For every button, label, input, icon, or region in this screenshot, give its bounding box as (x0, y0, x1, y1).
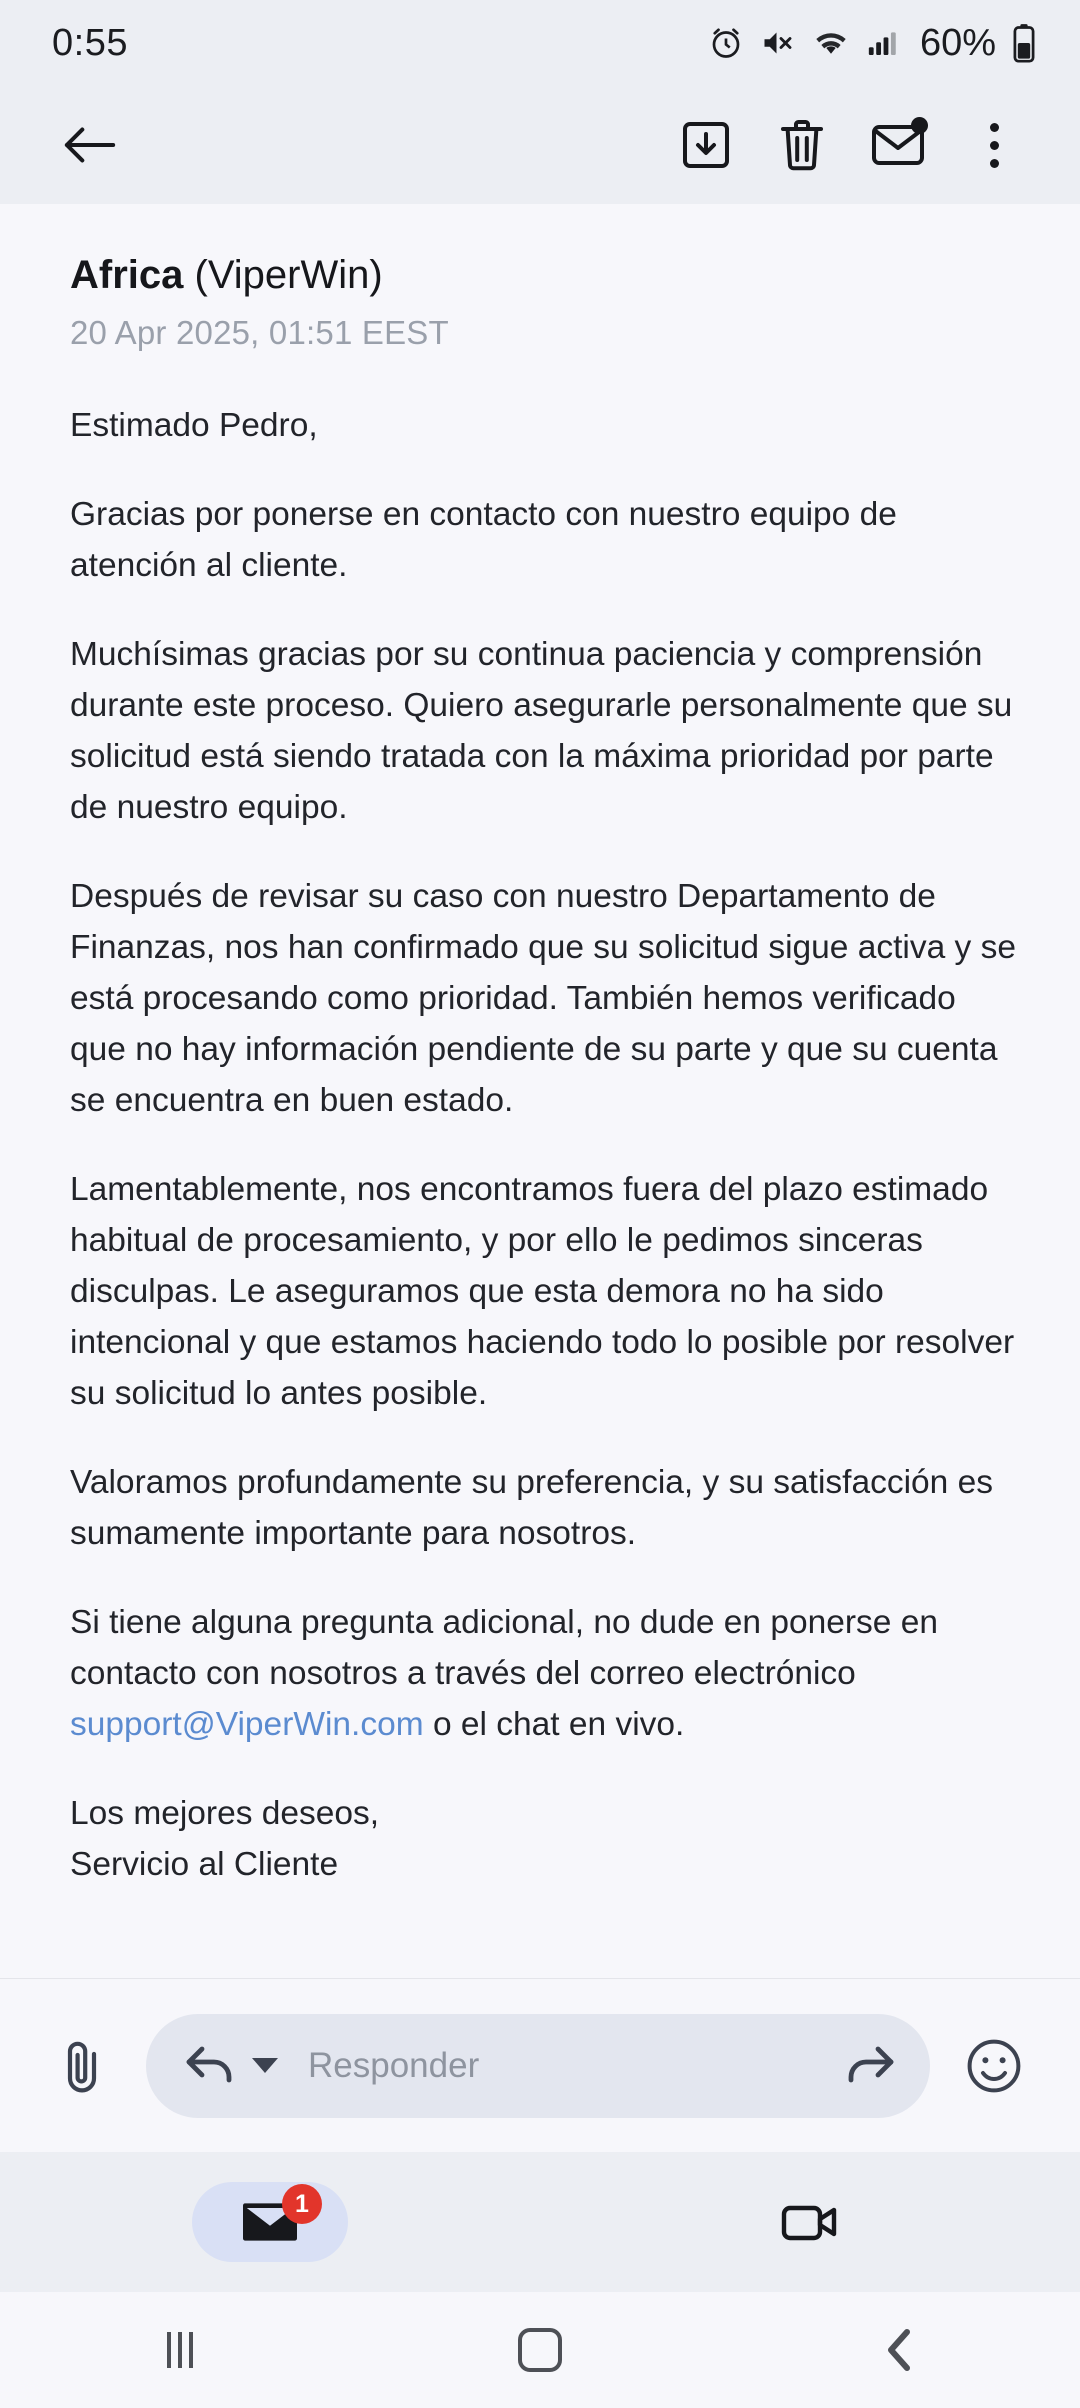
more-options-icon[interactable] (946, 97, 1042, 193)
back-arrow-icon[interactable] (42, 97, 138, 193)
paragraph-2: Muchísimas gracias por su continua paciencia y comprensión durante este proceso. Quiero asegurarle personalmente que su solicitud está siendo tratada con la máxima prioridad por parte de nuestro equipo. (70, 636, 1013, 826)
wifi-icon (812, 25, 850, 61)
meet-tab-pill[interactable] (732, 2182, 888, 2262)
status-time: 0:55 (52, 21, 128, 64)
signature-line-1: Los mejores deseos, (70, 1795, 380, 1832)
meet-tab[interactable] (540, 2152, 1080, 2292)
signature (70, 1788, 1016, 1890)
home-icon (518, 2328, 562, 2372)
alarm-icon (708, 25, 744, 61)
reply-placeholder: Responder (308, 2045, 480, 2085)
sender-name: Africa (70, 253, 184, 297)
app-bar (0, 86, 1080, 204)
bottom-tab-bar (0, 2152, 1080, 2292)
signature-line-2: Servicio al Cliente (70, 1846, 339, 1883)
paperclip-icon[interactable] (36, 2020, 128, 2112)
reply-bar (0, 1978, 1080, 2152)
mail-unread-badge: 1 (282, 2184, 322, 2224)
status-icons (708, 22, 1036, 65)
paragraph-4: Lamentablemente, nos encontramos fuera del plazo estimado habitual de procesamiento, y por ello le pedimos sinceras disculpas. Le aseguramos que esta demora no ha sido intencional y que estamos haciendo todo lo posible por resolver su solicitud lo antes posible. (70, 1171, 1015, 1412)
video-camera-icon (780, 2200, 840, 2244)
nav-back-icon (883, 2326, 917, 2374)
message-content (0, 204, 1080, 1978)
reply-input[interactable] (146, 2014, 930, 2118)
paragraph-5: Valoramos profundamente su preferencia, y su satisfacción es sumamente importante para nosotros. (70, 1464, 993, 1552)
delete-icon[interactable] (754, 97, 850, 193)
status-bar (0, 0, 1080, 86)
support-email-link[interactable]: support@ViperWin.com (70, 1706, 424, 1743)
recents-icon (167, 2332, 193, 2368)
home-button[interactable] (360, 2328, 720, 2372)
back-button[interactable] (720, 2326, 1080, 2374)
contact-text-after: o el chat en vivo. (423, 1706, 685, 1743)
mail-tab-pill[interactable] (192, 2182, 348, 2262)
signal-icon (866, 25, 900, 61)
battery-percent: 60% (919, 21, 996, 64)
chevron-down-icon[interactable] (252, 2058, 278, 2073)
contact-text-before: Si tiene alguna pregunta adicional, no dude en ponerse en contacto con nosotros a través del correo electrónico (70, 1604, 938, 1692)
paragraph-contact (70, 1597, 1016, 1750)
paragraph-greeting: Estimado Pedro, (70, 407, 318, 444)
forward-arrow-icon[interactable] (846, 2041, 896, 2090)
mark-unread-icon[interactable] (850, 97, 946, 193)
unread-dot (911, 117, 928, 134)
mail-tab[interactable] (0, 2152, 540, 2292)
kebab-dots (990, 123, 999, 168)
message-body (70, 400, 1016, 1890)
android-nav-bar (0, 2292, 1080, 2408)
battery-icon (1012, 23, 1036, 63)
mute-icon (760, 25, 796, 61)
recents-button[interactable] (0, 2332, 360, 2368)
sender-line (70, 250, 1016, 300)
paragraph-1: Gracias por ponerse en contacto con nuestro equipo de atención al cliente. (70, 496, 897, 584)
archive-icon[interactable] (658, 97, 754, 193)
reply-arrow-icon[interactable] (184, 2041, 234, 2090)
emoji-smiley-icon[interactable] (948, 2020, 1040, 2112)
message-timestamp: 20 Apr 2025, 01:51 EEST (70, 314, 449, 351)
paragraph-3: Después de revisar su caso con nuestro Departamento de Finanzas, nos han confirmado que su solicitud sigue activa y se está procesando como prioridad. También hemos verificado que no hay información pendiente de su parte y que su cuenta se encuentra en buen estado. (70, 878, 1016, 1119)
sender-org: (ViperWin) (183, 253, 383, 297)
